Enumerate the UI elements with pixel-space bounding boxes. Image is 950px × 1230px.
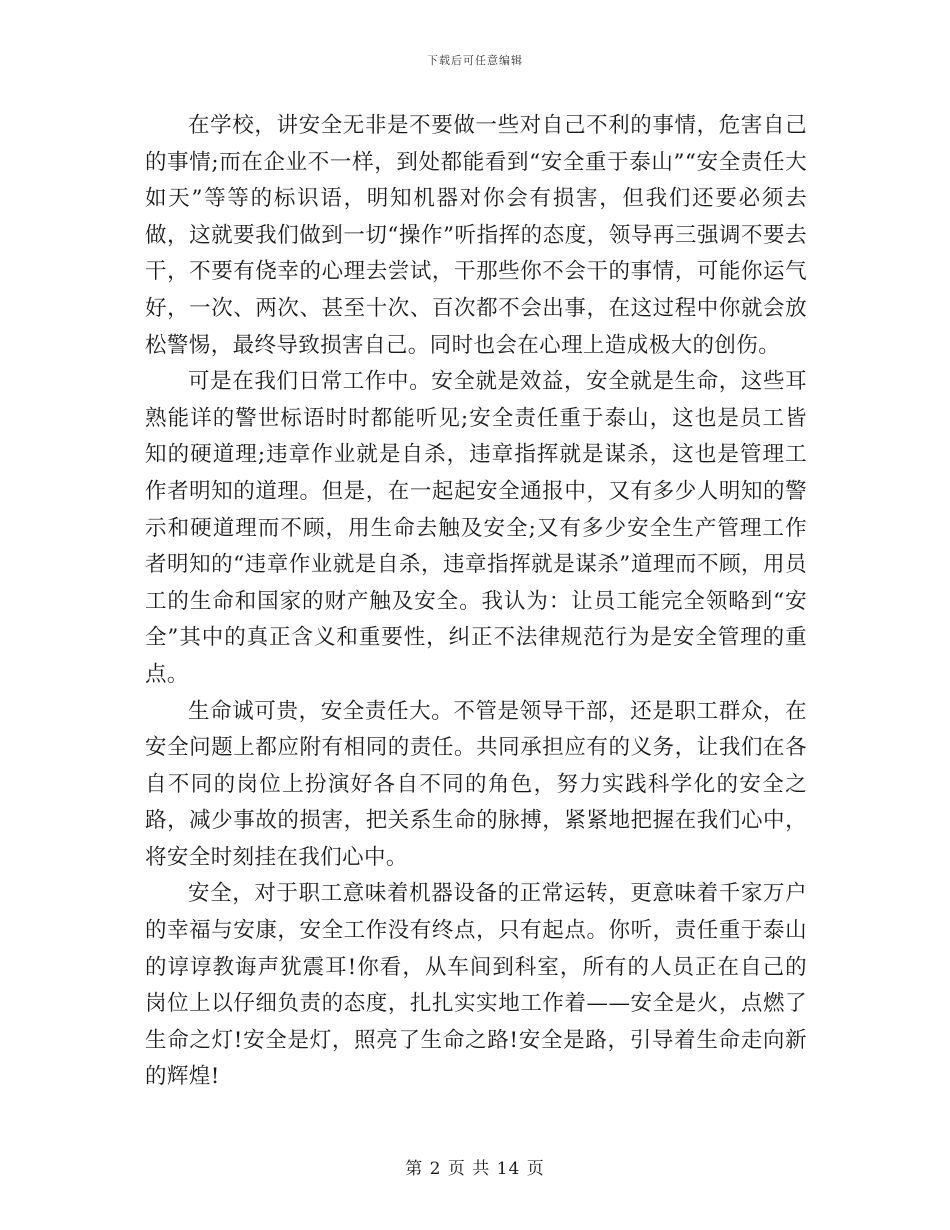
page-header: 下载后可任意编辑: [427, 54, 523, 67]
page-footer: [0, 1154, 950, 1179]
footer-prefix: 第: [405, 1159, 424, 1179]
total-page-count: 14: [496, 1159, 521, 1179]
paragraph-4: 安全，对于职工意味着机器设备的正常运转，更意味着千家万户的幸福与安康，安全工作没有终点，只有起点。你听，责任重于泰山的谆谆教诲声犹震耳!你看，从车间到科室，所有的人员正在自己的岗位上以仔细负责的态度，扎扎实实地工作着——安全是火，点燃了生命之灯!安全是灯，照亮了生命之路!安全是路，引导着生命走向新的辉煌!: [145, 881, 807, 1090]
paragraph-2: 可是在我们日常工作中。安全就是效益，安全就是生命，这些耳熟能详的警世标语时时都能听见;安全责任重于泰山，这也是员工皆知的硬道理;违章作业就是自杀，违章指挥就是谋杀，这也是管理工作者明知的道理。但是，在一起起安全通报中，又有多少人明知的警示和硬道理而不顾，用生命去触及安全;又有多少安全生产管理工作者明知的“违章作业就是自杀，违章指挥就是谋杀”道理而不顾，用员工的生命和国家的财产触及安全。我认为：让员工能完全领略到“安全”其中的真正含义和重要性，纠正不法律规范行为是安全管理的重点。: [145, 369, 807, 687]
document-body: [145, 108, 807, 1096]
paragraph-1: 在学校，讲安全无非是不要做一些对自己不利的事情，危害自己的事情;而在企业不一样，到处都能看到“安全重于泰山”“安全责任大如天”等等的标识语，明知机器对你会有损害，但我们还要必须去做，这就要我们做到一切“操作”听指挥的态度，领导再三强调不要去干，不要有侥幸的心理去尝试，干那些你不会干的事情，可能你运气好，一次、两次、甚至十次、百次都不会出事，在这过程中你就会放松警惕，最终导致损害自己。同时也会在心理上造成极大的创伤。: [145, 113, 807, 358]
current-page-number: 2: [429, 1159, 442, 1179]
footer-middle: 页 共: [447, 1159, 491, 1179]
footer-suffix: 页: [526, 1159, 545, 1179]
paragraph-3: 生命诚可贵，安全责任大。不管是领导干部，还是职工群众，在安全问题上都应附有相同的责任。共同承担应有的义务，让我们在各自不同的岗位上扮演好各自不同的角色，努力实践科学化的安全之路，减少事故的损害，把关系生命的脉搏，紧紧地把握在我们心中，将安全时刻挂在我们心中。: [145, 698, 807, 870]
